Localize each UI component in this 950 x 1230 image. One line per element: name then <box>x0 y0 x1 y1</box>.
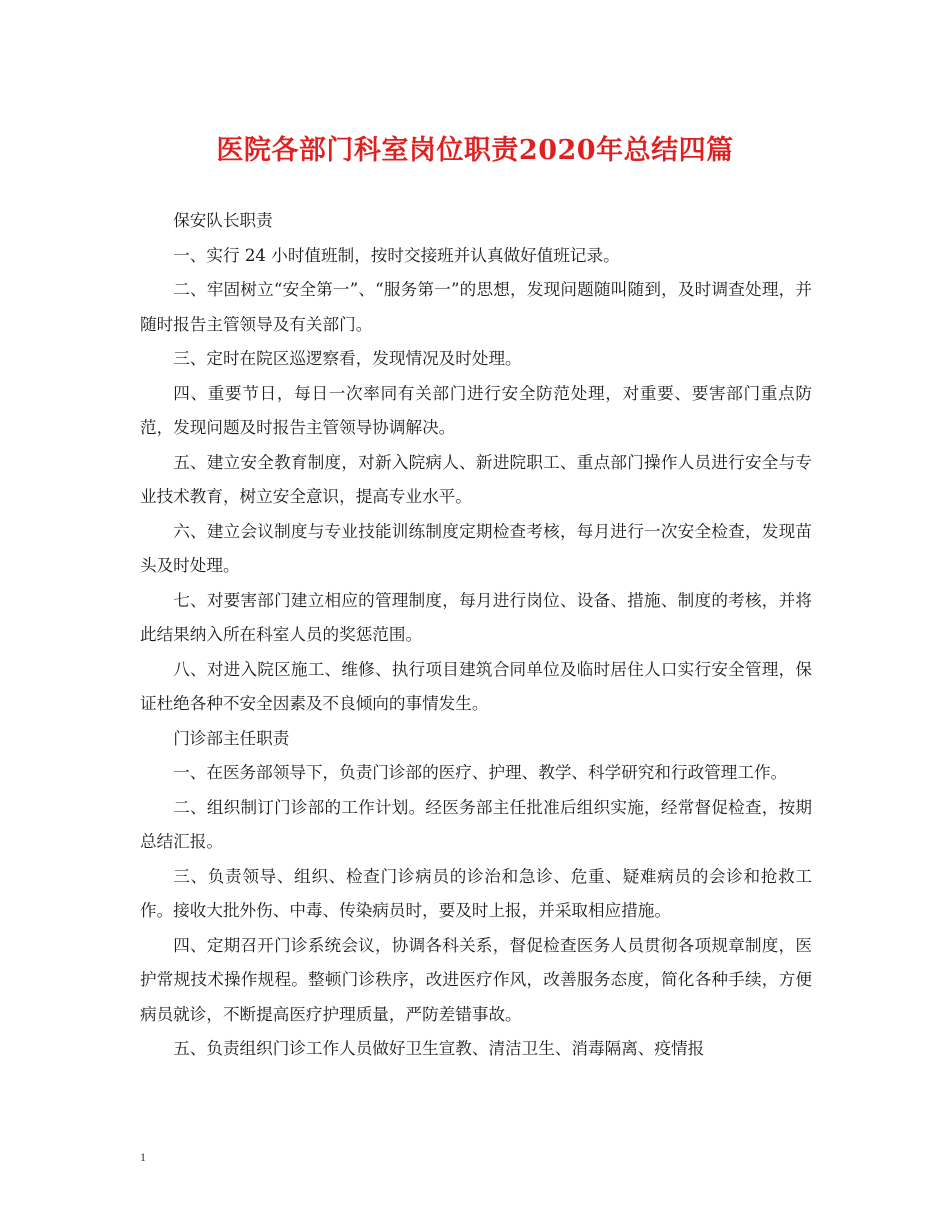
paragraph: 五、建立安全教育制度，对新入院病人、新进院职工、重点部门操作人员进行安全与专业技术教育，树立安全意识，提高专业水平。 <box>140 452 812 506</box>
paragraph: 三、负责领导、组织、检查门诊病员的诊治和急诊、危重、疑难病员的会诊和抢救工作。接收大批外伤、中毒、传染病员时，要及时上报，并采取相应措施。 <box>140 866 812 920</box>
paragraph: 三、定时在院区巡逻察看，发现情况及时处理。 <box>173 349 522 368</box>
paragraph: 四、定期召开门诊系统会议，协调各科关系，督促检查医务人员贯彻各项规章制度，医护常规技术操作规程。整顿门诊秩序，改进医疗作风，改善服务态度，简化各种手续，方便病员就诊，不断提高医疗护理质量，严防差错事故。 <box>140 935 812 1024</box>
paragraph: 二、牢固树立“安全第一”、“服务第一”的思想，发现问题随叫随到，及时调查处理，并随时报告主管领导及有关部门。 <box>140 280 812 334</box>
paragraph: 五、负责组织门诊工作人员做好卫生宣教、清洁卫生、消毒隔离、疫情报 <box>173 1039 705 1058</box>
paragraph: 一、在医务部领导下，负责门诊部的医疗、护理、教学、科学研究和行政管理工作。 <box>173 763 788 782</box>
document-body <box>140 204 812 1067</box>
document-title: 医院各部门科室岗位职责2020年总结四篇 <box>216 135 734 166</box>
paragraph: 六、建立会议制度与专业技能训练制度定期检查考核，每月进行一次安全检查，发现苗头及时处理。 <box>140 521 812 575</box>
page-number: 1 <box>140 1150 146 1164</box>
paragraph: 二、组织制订门诊部的工作计划。经医务部主任批准后组织实施，经常督促检查，按期总结汇报。 <box>140 797 812 851</box>
paragraph: 门诊部主任职责 <box>173 728 290 748</box>
paragraph: 七、对要害部门建立相应的管理制度，每月进行岗位、设备、措施、制度的考核，并将此结果纳入所在科室人员的奖惩范围。 <box>140 590 812 644</box>
paragraph: 保安队长职责 <box>173 211 273 230</box>
paragraph: 四、重要节日，每日一次率同有关部门进行安全防范处理，对重要、要害部门重点防范，发现问题及时报告主管领导协调解决。 <box>140 383 812 437</box>
paragraph: 一、实行 24 小时值班制，按时交接班并认真做好值班记录。 <box>173 245 620 265</box>
paragraph: 八、对进入院区施工、维修、执行项目建筑合同单位及临时居住人口实行安全管理，保证杜绝各种不安全因素及不良倾向的事情发生。 <box>140 659 812 713</box>
